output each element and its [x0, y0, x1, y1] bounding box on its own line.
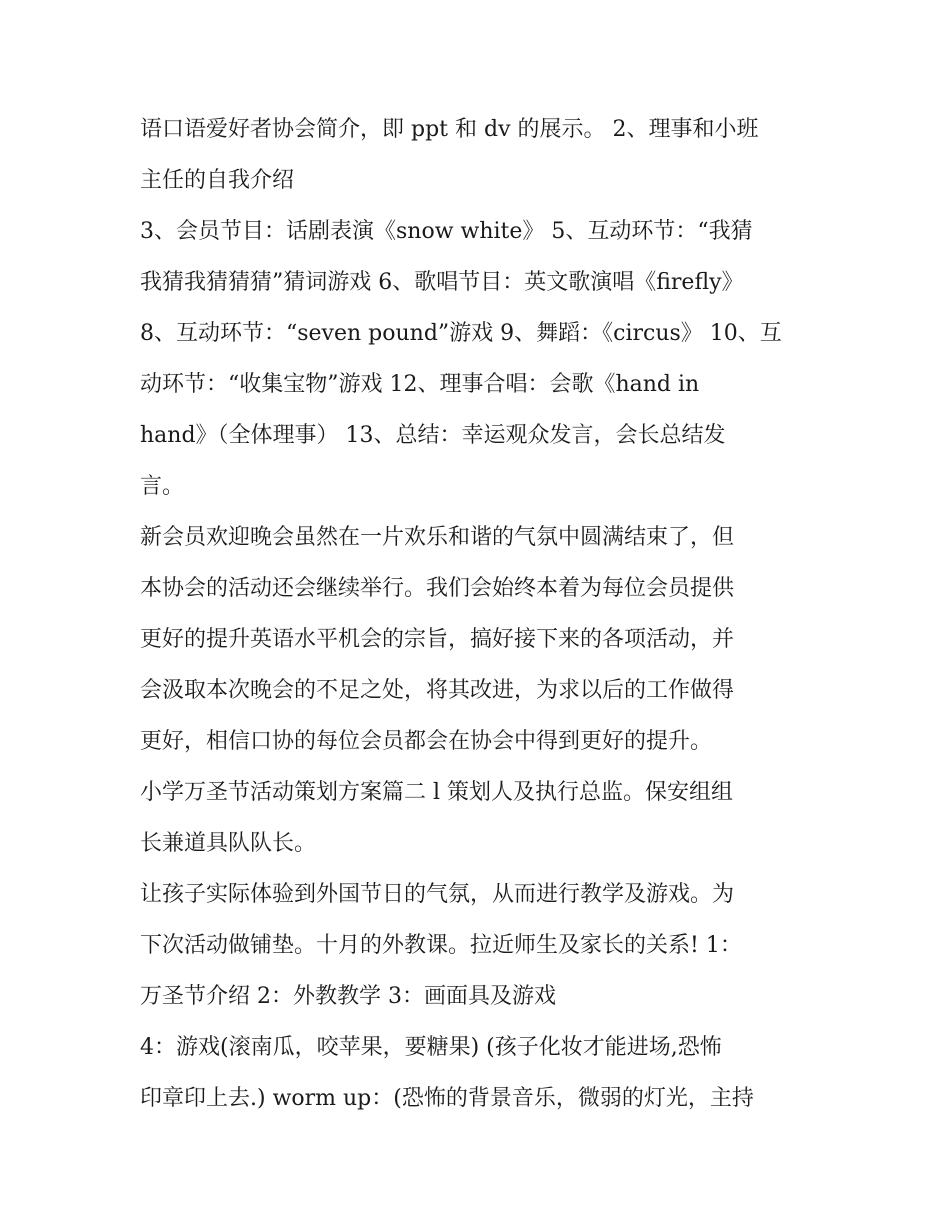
- text-line: 会汲取本次晚会的不足之处，将其改进，为求以后的工作做得: [140, 678, 735, 703]
- paragraph-summary: [140, 512, 820, 767]
- text-line: 长兼道具队队长。: [140, 831, 317, 856]
- text-line: 下次活动做铺垫。十月的外教课。拉近师生及家长的关系! 1：: [140, 933, 742, 958]
- text-line: 我猜我猜猜猜”猜词游戏 6、歌唱节目：英文歌演唱《firefly》: [140, 270, 744, 295]
- paragraph-halloween-plan-title: [140, 767, 820, 869]
- text-line: 万圣节介绍 2：外教教学 3：画面具及游戏: [140, 984, 556, 1009]
- text-line: 3、会员节目：话剧表演《snow white》 5、互动环节：“我猜: [140, 219, 753, 244]
- text-line: 新会员欢迎晚会虽然在一片欢乐和谐的气氛中圆满结束了，但: [140, 525, 735, 550]
- text-line: 让孩子实际体验到外国节日的气氛，从而进行教学及游戏。为: [140, 882, 735, 907]
- text-line: 印章印上去.) worm up：(恐怖的背景音乐，微弱的灯光，主持: [140, 1086, 754, 1111]
- text-line: 8、互动环节：“seven pound”游戏 9、舞蹈：《circus》 10、互: [140, 321, 782, 346]
- text-line: 言。: [140, 474, 185, 499]
- text-line: 小学万圣节活动策划方案篇二 l 策划人及执行总监。保安组组: [140, 780, 734, 805]
- text-line: 语口语爱好者协会简介，即 ppt 和 dv 的展示。 2、理事和小班: [140, 117, 759, 142]
- text-line: 动环节：“收集宝物”游戏 12、理事合唱：会歌《hand in: [140, 372, 700, 397]
- text-line: 主任的自我介绍: [140, 168, 295, 193]
- text-line: 4：游戏(滚南瓜，咬苹果，要糖果) (孩子化妆才能进场,恐怖: [140, 1035, 722, 1060]
- paragraph-program-list: [140, 206, 820, 512]
- document-body: [140, 104, 820, 1124]
- text-line: 更好的提升英语水平机会的宗旨，搞好接下来的各项活动，并: [140, 627, 735, 652]
- paragraph-halloween-goals: [140, 869, 820, 1022]
- paragraph-halloween-games: [140, 1022, 820, 1124]
- text-line: 本协会的活动还会继续举行。我们会始终本着为每位会员提供: [140, 576, 735, 601]
- text-line: hand》（全体理事） 13、总结：幸运观众发言，会长总结发: [140, 423, 726, 448]
- paragraph-program-intro: [140, 104, 820, 206]
- text-line: 更好，相信口协的每位会员都会在协会中得到更好的提升。: [140, 729, 713, 754]
